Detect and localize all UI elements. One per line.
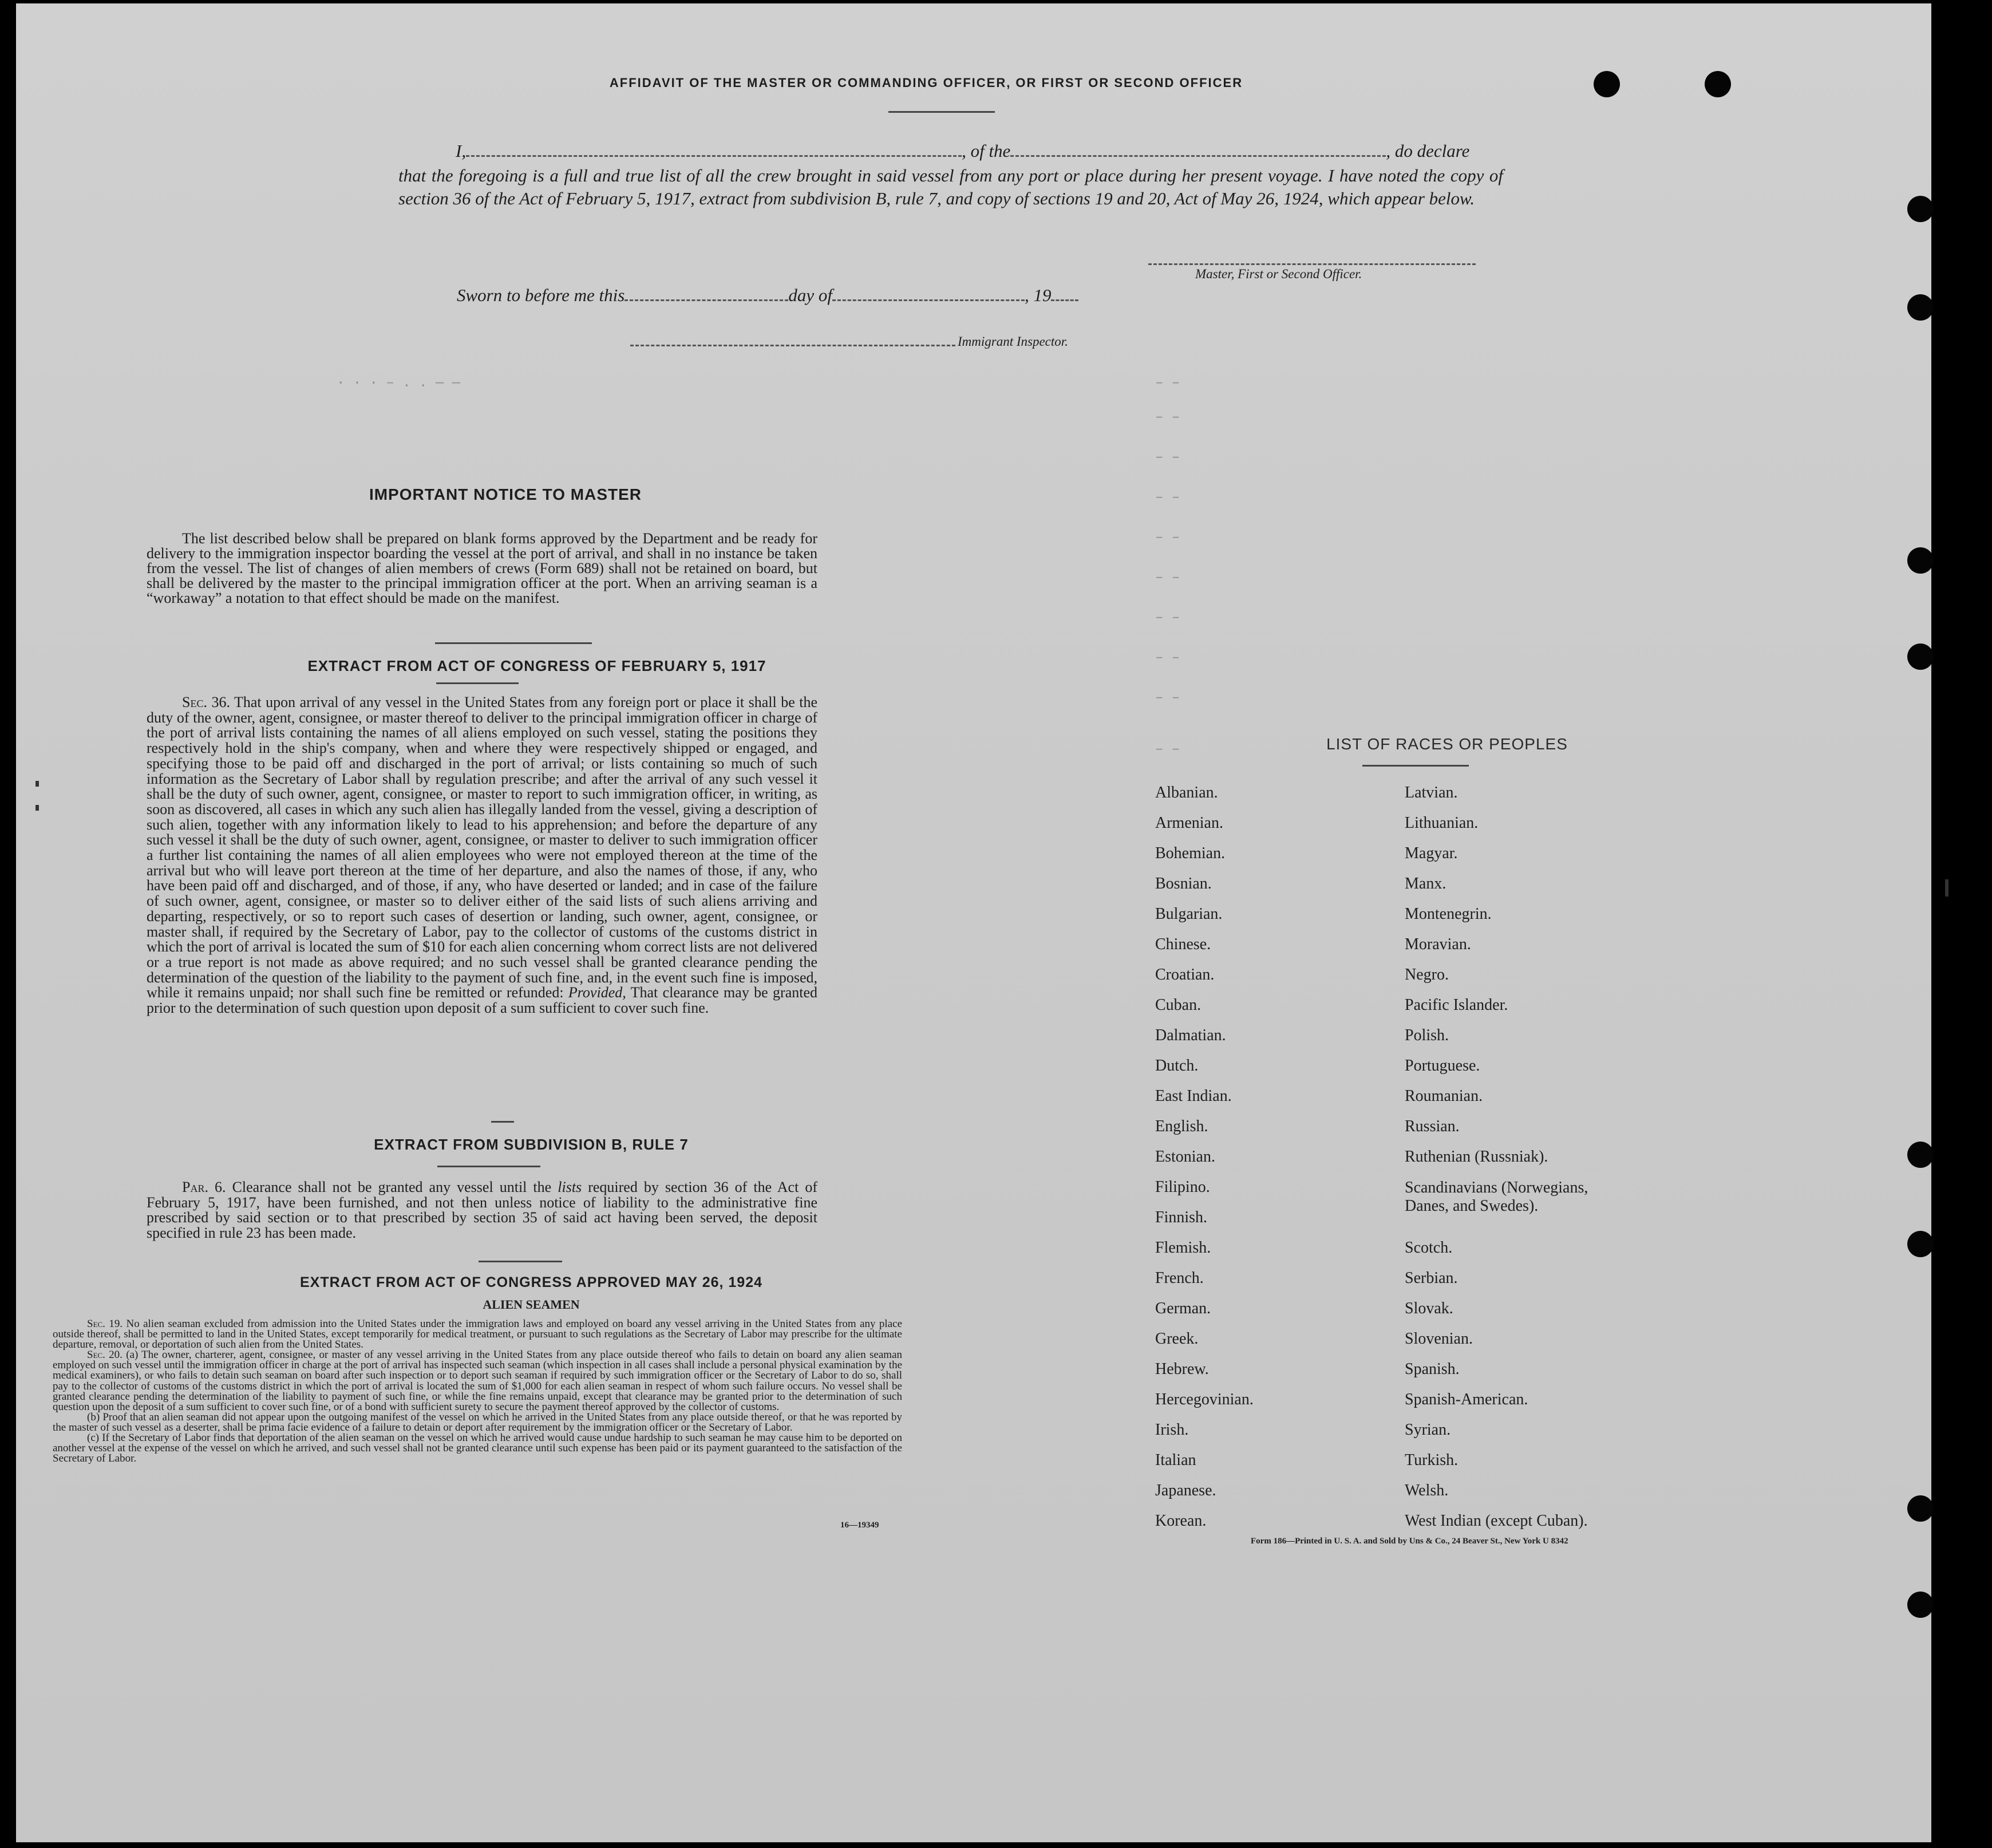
divider-1: [435, 642, 592, 644]
sec-20c: (c) If the Secretary of Labor finds that deportation of the alien seaman on the vessel on which he arrived would cause undue hardship to such seaman he may cause him to be deported on another vessel at the expense of the vessel on which he arrived, and such vessel shall not be granted clearance until such expense has been paid or its payment guaranteed to the satisfaction of the Secretary of Labor.: [53, 1432, 902, 1465]
race-item: Flemish.: [1155, 1239, 1211, 1257]
race-item: Turkish.: [1405, 1451, 1459, 1469]
rule-7-body: [147, 1180, 817, 1241]
declaration-body: that the foregoing is a full and true list of all the crew brought in said vessel from any port or place during her present voyage. I have noted the copy of section 36 of the Act of February 5, 1917, extract from subdivision B, rule 7, and copy of sections 19 and 20, Act of May 26, 1924, which appear below.: [398, 165, 1503, 208]
divider-2: [436, 682, 519, 684]
race-item: Greek.: [1155, 1330, 1199, 1348]
race-item: Ruthenian (Russniak).: [1405, 1148, 1548, 1166]
day-of-text: day of: [788, 285, 832, 305]
lists-text: lists: [558, 1179, 582, 1195]
race-item: Scandinavians (Norwegians, Danes, and Swedes).: [1405, 1179, 1588, 1215]
inspector-signature-line[interactable]: [630, 345, 955, 346]
race-item: Dutch.: [1155, 1057, 1199, 1075]
vessel-blank[interactable]: [1010, 155, 1386, 157]
rule-7-title: EXTRACT FROM SUBDIVISION B, RULE 7: [374, 1136, 689, 1153]
declaration-i: I,: [456, 141, 467, 161]
punch-hole: [1907, 547, 1934, 574]
alien-seamen-subtitle: ALIEN SEAMEN: [483, 1297, 580, 1312]
race-item: Pacific Islander.: [1405, 996, 1508, 1014]
punch-hole: [1907, 1142, 1934, 1168]
races-title: LIST OF RACES OR PEOPLES: [1326, 735, 1568, 753]
race-item: Armenian.: [1155, 814, 1223, 832]
race-item: West Indian (except Cuban).: [1405, 1512, 1588, 1530]
printer-footer: Form 186—Printed in U. S. A. and Sold by Uns & Co., 24 Beaver St., New York U 8342: [1251, 1537, 1568, 1546]
race-item: Magyar.: [1405, 844, 1458, 862]
punch-hole: [1907, 643, 1934, 670]
affidavit-heading: AFFIDAVIT OF THE MASTER OR COMMANDING OFFICER, OR FIRST OR SECOND OFFICER: [609, 76, 1243, 90]
punch-hole: [1907, 294, 1934, 321]
sec-36-proviso: That clearance may be granted prior to the determination of such question upon deposit of a sum sufficient to cover such fine.: [147, 984, 818, 1017]
race-item: Spanish-American.: [1405, 1391, 1528, 1408]
extract-1924-title: EXTRACT FROM ACT OF CONGRESS APPROVED MAY 26, 1924: [299, 1274, 763, 1290]
race-item: Lithuanian.: [1405, 814, 1479, 832]
punch-hole: [1594, 71, 1620, 97]
race-item: Albanian.: [1155, 784, 1218, 801]
race-item: Filipino.: [1155, 1178, 1210, 1196]
extract-1924-body: [53, 1319, 902, 1464]
declaration-line: [456, 141, 1469, 161]
races-left-column: [1155, 777, 1254, 1536]
race-item: Latvian.: [1405, 784, 1458, 801]
punch-hole: [1907, 196, 1934, 222]
inspector-caption: Immigrant Inspector.: [958, 334, 1068, 349]
race-item: Italian: [1155, 1451, 1196, 1469]
provided-text: Provided,: [568, 984, 626, 1001]
name-blank[interactable]: [466, 155, 962, 157]
extract-1917-title: EXTRACT FROM ACT OF CONGRESS OF FEBRUARY 5, 1917: [307, 657, 766, 674]
form-code: 16—19349: [840, 1521, 879, 1530]
race-item: Dalmatian.: [1155, 1026, 1226, 1044]
race-item: Japanese.: [1155, 1482, 1216, 1499]
sec-19: [53, 1319, 902, 1350]
race-item: Bulgarian.: [1155, 905, 1223, 923]
year-blank[interactable]: [1051, 299, 1078, 301]
race-item: Slovak.: [1405, 1300, 1453, 1317]
race-item: Moravian.: [1405, 935, 1471, 953]
race-item: Korean.: [1155, 1512, 1207, 1530]
sec-19-text: No alien seaman excluded from admission into the United States under the immigration laws and employed on board any vessel arriving in the United States from any place outside thereof, shall be permitted to land in the United States, except temporarily for medical treatment, or pursuant to such regulations as the Secretary of Labor may prescribe for the ultimate departure, removal, or deportation of such alien from the United States.: [53, 1318, 903, 1351]
divider-5: [479, 1261, 562, 1262]
races-right-column: [1405, 777, 1611, 1536]
race-item: Croatian.: [1155, 966, 1215, 984]
race-item: Spanish.: [1405, 1360, 1460, 1378]
sec-20a: [53, 1350, 902, 1412]
race-item: Roumanian.: [1405, 1087, 1483, 1105]
race-item: Portuguese.: [1405, 1057, 1480, 1075]
master-signature-line[interactable]: [1148, 263, 1476, 265]
punch-hole: [1907, 1592, 1934, 1618]
race-item: Welsh.: [1405, 1482, 1449, 1499]
race-item: Scotch.: [1405, 1239, 1453, 1257]
edge-mark: [35, 805, 39, 811]
race-item: Slovenian.: [1405, 1330, 1473, 1348]
race-item: East Indian.: [1155, 1087, 1232, 1105]
extract-1917-body: [147, 695, 817, 1016]
race-item: Polish.: [1405, 1026, 1449, 1044]
races-divider: [1362, 765, 1469, 767]
master-caption: Master, First or Second Officer.: [1195, 267, 1362, 281]
punch-hole: [1705, 71, 1731, 97]
race-item: Russian.: [1405, 1118, 1460, 1135]
sworn-line: [457, 285, 1078, 306]
sec-36-label: Sec. 36.: [182, 694, 230, 710]
edge-mark: [1945, 879, 1948, 897]
rule-7-text-b: required by section 36 of the Act of February 5, 1917, have been furnished, and not then unless notice of liability to the administrative fine prescribed by said section or to that prescribed by section 35 of said act having been served, the deposit specified in rule 23 has been made.: [147, 1179, 817, 1241]
race-item: Estonian.: [1155, 1148, 1215, 1166]
race-item: Negro.: [1405, 966, 1449, 984]
divider-3: [491, 1121, 514, 1123]
race-item: Bosnian.: [1155, 875, 1212, 893]
race-item: Syrian.: [1405, 1421, 1451, 1439]
sworn-text: Sworn to before me this: [457, 285, 625, 305]
notice-body: The list described below shall be prepared on blank forms approved by the Department and be ready for delivery to the immigration inspector boarding the vessel at the port of arrival, and shall in no instance be taken from the vessel. The list of changes of alien members of crews (Form 689) shall not be retained on board, but shall be delivered by the master to the principal immigration officer at the port. When an arriving seaman is a “workaway” a notation to that effect should be made on the manifest.: [147, 530, 817, 606]
heading-rule: [888, 111, 995, 113]
rule-7-text-a: Clearance shall not be granted any vessel until the: [232, 1179, 552, 1195]
sec-19-label: Sec. 19.: [87, 1318, 123, 1330]
year-prefix: , 19: [1024, 285, 1052, 305]
punch-hole: [1907, 1231, 1934, 1257]
declaration-of-the: , of the: [962, 141, 1011, 161]
month-blank[interactable]: [832, 299, 1025, 301]
race-item: Finnish.: [1155, 1209, 1208, 1226]
race-item: Irish.: [1155, 1421, 1189, 1439]
race-item: Hercegovinian.: [1155, 1391, 1254, 1408]
sec-36-text: That upon arrival of any vessel in the United States from any foreign port or place it shall be the duty of the owner, agent, consignee, or master thereof to deliver to the principal immigration officer in charge of the port of arrival lists containing the names of all aliens employed on such vessel, stating the positions they respectively hold in the ship's company, when and where they were respectively shipped or engaged, and specifying those to be paid off and discharged in the port of arrival; or lists containing so much of such information as the Secretary of Labor shall by regulation prescribe; and after the arrival of any such vessel it shall be the duty of such owner, agent, consignee, or master to report to such immigration officer, in writing, as soon as discovered, all cases in which any such alien has illegally landed from the vessel, giving a description of such alien, together with any information likely to lead to his apprehension; and before the departure of any such vessel it shall be the duty of such owner, agent, consignee, or master to deliver to such immigration officer a further list containing the names of all alien employees who were not employed thereon at the time of the arrival but who will leave port thereon at the time of her departure, and also the names of those, if any, who have been paid off and discharged, and of those, if any, who have deserted or landed; and in case of the failure of such owner, agent, consignee, or master so to deliver either of the said lists of such aliens arriving and departing, respectively, or so to report such cases of desertion or landing, such owner, agent, consignee, or master shall, if required by the Secretary of Labor, pay to the collector of customs of the customs district in which the port of arrival is located the sum of $10 for each alien concerning whom correct lists are not delivered or a true report is not made as above required; and no such vessel shall be granted clearance pending the determination of the question of the liability to the payment of such fine, and, in the event such fine is imposed, while it remains unpaid; nor shall such fine be remitted or refunded:: [147, 694, 817, 1001]
edge-mark: [35, 781, 39, 787]
document-sheet: AFFIDAVIT OF THE MASTER OR COMMANDING OFFICER, OR FIRST OR SECOND OFFICER I, , of the , do declare that the foregoing is a full and true list of all the crew brought in said vessel from any port or place during her present voyage. I have noted the copy of section 36 of the Act of February 5, 1917, extract from subdivision B, rule 7, and copy of sections 19 and 20, Act of May 26, 1924, which appear below. Master, First or Second Officer. Sworn to before me this day of , 19 Immigrant Inspector. · · · – . . — — – – – – – – – – – – – – – – – – – – – – IMPORTANT NOTICE TO MASTER The list described below shall be prepared on blank forms approved by the Department and be ready for delivery to the immigration inspector boarding the vessel at the port of arrival, and shall in no instance be taken from the vessel. The list of changes of alien members of crews (Form 689) shall not be retained on board, but shall be delivered by the master to the principal immigration officer at the port. When an arriving seaman is a “workaway” a notation to that effect should be made on the manifest. EXTRACT FROM ACT OF CONGRESS OF FEBRUARY 5, 1917 Sec. 36. That upon arrival of any vessel in the United States from any foreign port or place it shall be the duty of the owner, agent, consignee, or master thereof to deliver to the principal immigration officer in charge of the port of arrival lists containing the names of all aliens employed on such vessel, stating the positions they respectively hold in the ship's company, when and where they were respectively shipped or engaged, and specifying those to be paid off and discharged in the port of arrival; or lists containing so much of such information as the Secretary of Labor shall by regulation prescribe; and after the arrival of any such vessel it shall be the duty of such owner, agent, consignee, or master to report to such immigration officer, in writing, as soon as discovered, all cases in which any such alien has illegally landed from the vessel, giving a description of such alien, together with any information likely to lead to his apprehension; and before the departure of any such vessel it shall be the duty of such owner, agent, consignee, or master to deliver to such immigration officer a further list containing the names of all alien employees who were not employed thereon at the time of the arrival but who will leave port thereon at the time of her departure, and also the names of those, if any, who have been paid off and discharged, and of those, if any, who have deserted or landed; and in case of the failure of such owner, agent, consignee, or master so to deliver either of the said lists of such aliens arriving and departing, respectively, or so to report such cases of desertion or landing, such owner, agent, consignee, or master shall, if required by the Secretary of Labor, pay to the collector of customs of the customs district in which the port of arrival is located the sum of $10 for each alien concerning whom correct lists are not delivered or a true report is not made as above required; and no such vessel shall be granted clearance pending the determination of the question of the liability to the payment of such fine, and, in the event such fine is imposed, while it remains unpaid; nor shall such fine be remitted or refunded: Provided, That clearance may be granted prior to the determination of such question upon deposit of a sum sufficient to cover such fine. EXTRACT FROM SUBDIVISION B, RULE 7 Par. 6. Clearance shall not be granted any vessel until the lists required by section 36 of the Act of February 5, 1917, have been furnished, and not then unless notice of liability to the administrative fine prescribed by said section or to that prescribed by section 35 of said act having been served, the deposit specified in rule 23 has been made. EXTRACT FROM ACT OF CONGRESS APPROVED MAY 26, 1924 ALIEN SEAMEN Sec. 19. No alien seaman excluded from admission into the United States under the immigration laws and employed on board any vessel arriving in the United States from any place outside thereof, shall be permitted to land in the United States, except temporarily for medical treatment, or pursuant to such regulations as the Secretary of Labor may prescribe for the ultimate departure, removal, or deportation of such alien from the United States. Sec. 20. (a) The owner, charterer, agent, consignee, or master of any vessel arriving in the United States from any place outside thereof who fails to detain on board any alien seaman employed on such vessel until the immigration officer in charge at the port of arrival has inspected such seaman (which inspection in all cases shall include a personal physical examination by the medical examiners), or who fails to detain such seaman on board after such inspection or to deport such seaman if required by such immigration officer or the Secretary of Labor to do so, shall pay to the collector of customs of the customs district in which the port of arrival is located the sum of $1,000 for each alien seaman in respect of whom such failure occurs. No vessel shall be granted clearance pending the determination of the liability to payment of such fine, or while the fine remains unpaid, except that clearance may be granted prior to the determination of such question upon the deposit of a sum sufficient to cover such fine, or of a bond with sufficient surety to secure the payment thereof approved by the collector of customs. (b) Proof that an alien seaman did not appear upon the outgoing manifest of the vessel on which he arrived in the United States from any place outside thereof, or that he was reported by the master of such vessel as a deserter, shall be prima facie evidence of a failure to detain or deport after requirement by the immigration officer or the Secretary of Labor. (c) If the Secretary of Labor finds that deportation of the alien seaman on the vessel on which he arrived would cause undue hardship to such seaman he may cause him to be deported on another vessel at the expense of the vessel on which he arrived, and such vessel shall not be granted clearance until such expense has been paid or its payment guaranteed to the satisfaction of the Secretary of Labor. 16—19349 LIST OF RACES OR PEOPLES Albanian. Armenian. Bohemian. Bosnian. Bulgarian. Chinese. Croatian. Cuban. Dalmatian. Dutch. East Indian. English. Estonian. Filipino. Finnish. Flemish. French. German. Greek. Hebrew. Hercegovinian. Irish. Italian Japanese. Korean. Latvian. Lithuanian. Magyar. Manx. Montenegrin. Moravian. Negro. Pacific Islander. Polish. Portuguese. Roumanian. Russian. Ruthenian (Russniak). Scandinavians (Norwegians, Danes, and Swedes). Scotch. Serbian. Slovak. Slovenian. Spanish. Spanish-American. Syrian. Turkish. Welsh. West Indian (except Cuban). Form 186—Printed in U. S. A. and Sold by Uns & Co., 24 Beaver St., New York U 8342: [16, 3, 1931, 1842]
declaration-declare: , do declare: [1386, 141, 1470, 161]
race-item: English.: [1155, 1118, 1208, 1135]
race-item: French.: [1155, 1269, 1204, 1287]
race-item: Manx.: [1405, 875, 1446, 893]
divider-4: [437, 1166, 540, 1167]
race-item: Hebrew.: [1155, 1360, 1209, 1378]
day-blank[interactable]: [625, 299, 788, 301]
race-item: Bohemian.: [1155, 844, 1226, 862]
notice-title: IMPORTANT NOTICE TO MASTER: [369, 485, 642, 503]
race-item: German.: [1155, 1300, 1211, 1317]
sec-20-label: Sec. 20.: [87, 1349, 122, 1361]
race-item: Chinese.: [1155, 935, 1211, 953]
par-6-label: Par. 6.: [182, 1179, 226, 1195]
punch-hole: [1907, 1495, 1934, 1522]
sec-20b: (b) Proof that an alien seaman did not appear upon the outgoing manifest of the vessel on which he arrived in the United States from any place outside thereof, or that he was reported by the master of such vessel as a deserter, shall be prima facie evidence of a failure to detain or deport after requirement by the immigration officer or the Secretary of Labor.: [53, 1411, 902, 1434]
sec-20a-text: (a) The owner, charterer, agent, consignee, or master of any vessel arriving in the United States from any place outside thereof who fails to detain on board any alien seaman employed on such vessel until the immigration officer in charge at the port of arrival has inspected such seaman (which inspection in all cases shall include a personal physical examination by the medical examiners), or who fails to detain such seaman on board after such inspection or to deport such seaman if required by such immigration officer or the Secretary of Labor to do so, shall pay to the collector of customs of the customs district in which the port of arrival is located the sum of $1,000 for each alien seaman in respect of whom such failure occurs. No vessel shall be granted clearance pending the determination of the liability to payment of such fine, or while the fine remains unpaid, except that clearance may be granted prior to the determination of such question upon the deposit of a sum sufficient to cover such fine, or of a bond with sufficient surety to secure the payment thereof approved by the collector of customs.: [53, 1349, 902, 1413]
race-item: Cuban.: [1155, 996, 1201, 1014]
race-item: Serbian.: [1405, 1269, 1458, 1287]
race-item: Montenegrin.: [1405, 905, 1492, 923]
